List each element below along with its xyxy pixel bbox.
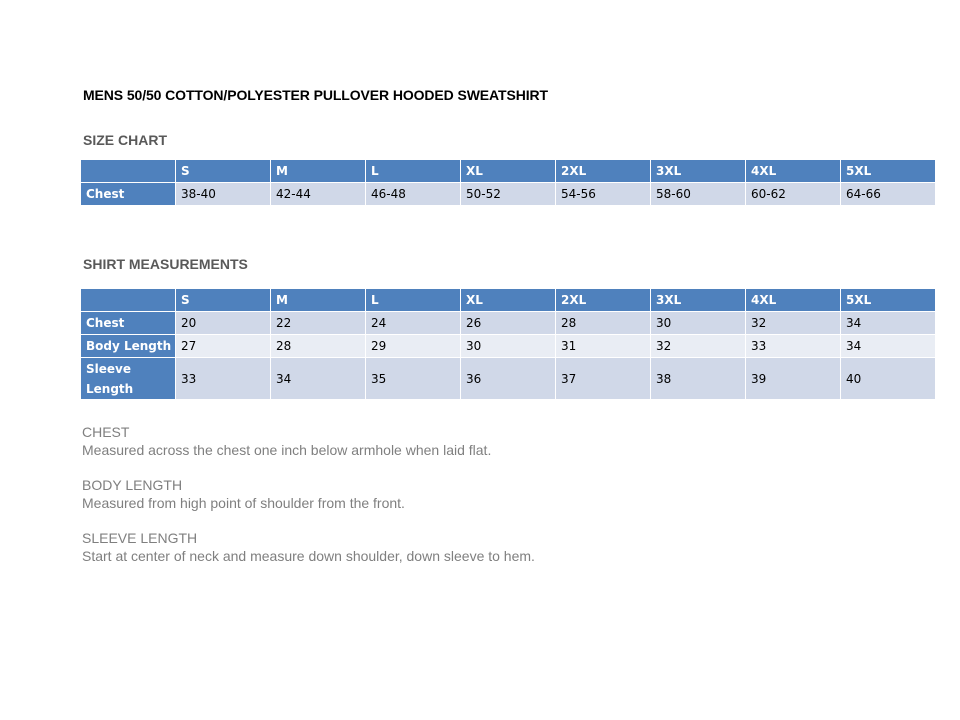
table-cell: 32 [651, 335, 746, 358]
table-cell: 36 [461, 358, 556, 400]
measurements-size-header: 2XL [556, 289, 651, 312]
size-chart-size-header: 2XL [556, 160, 651, 183]
definition-description: Measured across the chest one inch below armhole when laid flat. [82, 442, 492, 458]
table-cell: 34 [841, 335, 936, 358]
size-chart-table [80, 159, 936, 206]
size-chart-size-header: M [271, 160, 366, 183]
table-cell: 31 [556, 335, 651, 358]
table-cell: 38-40 [176, 183, 271, 206]
table-row [81, 312, 936, 335]
table-cell: 33 [746, 335, 841, 358]
measurements-size-header: L [366, 289, 461, 312]
table-cell: 38 [651, 358, 746, 400]
table-cell: 32 [746, 312, 841, 335]
definition-chest [82, 423, 535, 459]
table-cell: 54-56 [556, 183, 651, 206]
table-row [81, 335, 936, 358]
table-cell: 20 [176, 312, 271, 335]
shirt-measurements-table [80, 288, 936, 400]
row-label: Chest [81, 183, 176, 206]
measurements-corner-cell [81, 289, 176, 312]
definition-sleeve-length [82, 529, 535, 565]
size-chart-size-header: XL [461, 160, 556, 183]
size-chart-size-header: 5XL [841, 160, 936, 183]
table-cell: 30 [651, 312, 746, 335]
measurements-size-header: 4XL [746, 289, 841, 312]
definition-description: Measured from high point of shoulder from the front. [82, 495, 405, 511]
row-label: Chest [81, 312, 176, 335]
table-cell: 28 [556, 312, 651, 335]
page-title: MENS 50/50 COTTON/POLYESTER PULLOVER HOODED SWEATSHIRT [83, 87, 548, 103]
table-cell: 60-62 [746, 183, 841, 206]
size-chart-size-header: S [176, 160, 271, 183]
table-cell: 24 [366, 312, 461, 335]
measurement-definitions [82, 423, 535, 565]
measurements-size-header: M [271, 289, 366, 312]
table-cell: 42-44 [271, 183, 366, 206]
size-chart-corner-cell [81, 160, 176, 183]
table-cell: 27 [176, 335, 271, 358]
definition-term: BODY LENGTH [82, 477, 183, 493]
table-cell: 39 [746, 358, 841, 400]
table-cell: 46-48 [366, 183, 461, 206]
measurements-size-header: XL [461, 289, 556, 312]
table-cell: 28 [271, 335, 366, 358]
table-cell: 34 [271, 358, 366, 400]
measurements-header-row [81, 289, 936, 312]
row-label: Sleeve Length [81, 358, 176, 400]
table-row [81, 183, 936, 206]
table-cell: 30 [461, 335, 556, 358]
table-cell: 40 [841, 358, 936, 400]
definition-body-length [82, 476, 535, 512]
shirt-measurements-heading: SHIRT MEASUREMENTS [83, 256, 248, 272]
table-cell: 33 [176, 358, 271, 400]
measurements-size-header: 3XL [651, 289, 746, 312]
table-cell: 34 [841, 312, 936, 335]
table-cell: 26 [461, 312, 556, 335]
row-label: Body Length [81, 335, 176, 358]
size-chart-size-header: L [366, 160, 461, 183]
definition-description: Start at center of neck and measure down shoulder, down sleeve to hem. [82, 548, 535, 564]
size-chart-size-header: 3XL [651, 160, 746, 183]
table-cell: 37 [556, 358, 651, 400]
measurements-size-header: S [176, 289, 271, 312]
table-cell: 50-52 [461, 183, 556, 206]
table-cell: 64-66 [841, 183, 936, 206]
measurements-size-header: 5XL [841, 289, 936, 312]
size-chart-size-header: 4XL [746, 160, 841, 183]
definition-term: CHEST [82, 424, 130, 440]
definition-term: SLEEVE LENGTH [82, 530, 198, 546]
table-cell: 35 [366, 358, 461, 400]
table-cell: 22 [271, 312, 366, 335]
size-chart-header-row [81, 160, 936, 183]
table-row [81, 358, 936, 400]
table-cell: 29 [366, 335, 461, 358]
size-chart-heading: SIZE CHART [83, 132, 167, 148]
table-cell: 58-60 [651, 183, 746, 206]
